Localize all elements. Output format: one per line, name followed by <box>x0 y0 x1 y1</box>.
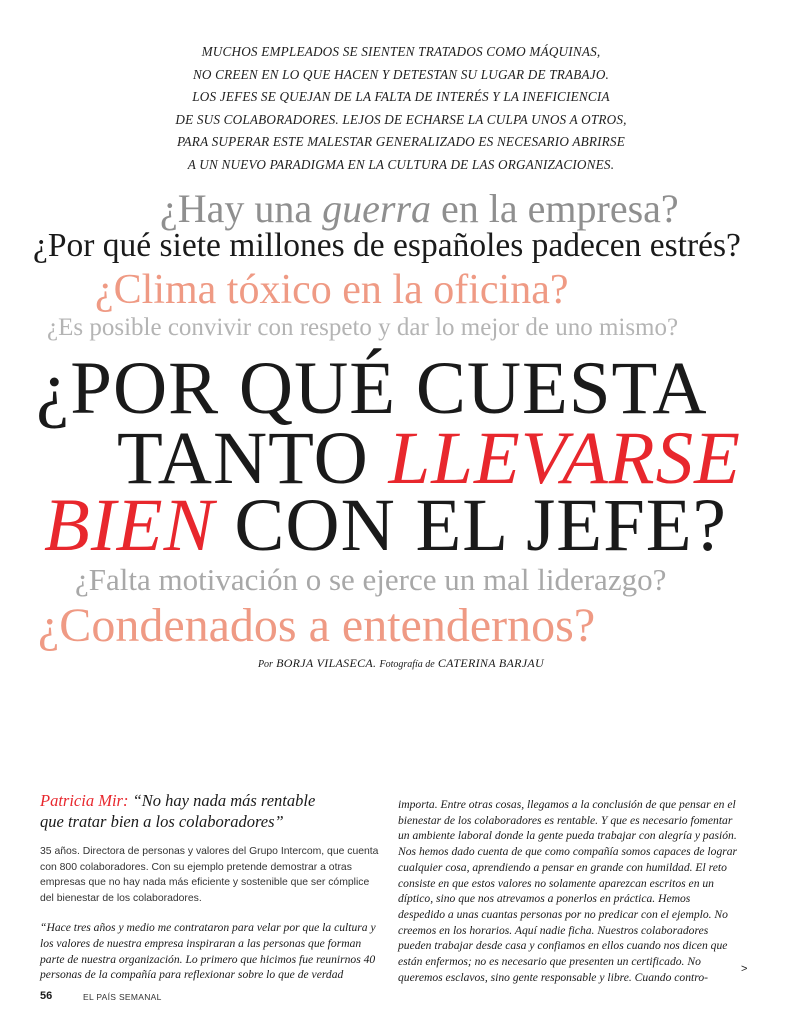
intro-line: DE SUS COLABORADORES. LEJOS DE ECHARSE LA CULPA UNOS A OTROS, <box>175 111 627 127</box>
headline-text: CON EL JEFE? <box>214 484 727 567</box>
intro-text <box>0 41 802 177</box>
sidebar-name: Patricia Mir: <box>40 791 129 810</box>
headline-highlight: LLEVARSE <box>388 417 741 500</box>
byline-author: BORJA VILASECA. <box>276 656 377 670</box>
sidebar-quote: que tratar bien a los colaboradores” <box>40 812 284 831</box>
intro-line: NO CREEN EN LO QUE HACEN Y DETESTAN SU LUGAR DE TRABAJO. <box>192 66 610 82</box>
question-emphasis: guerra <box>322 186 432 231</box>
intro-line: LOS JEFES SE QUEJAN DE LA FALTA DE INTERÉS Y LA INEFICIENCIA <box>192 89 610 105</box>
intro-line: PARA SUPERAR ESTE MALESTAR GENERALIZADO ES NECESARIO ABRIRSE <box>177 134 625 150</box>
magazine-name: EL PAÍS SEMANAL <box>83 992 162 1002</box>
question-estres: ¿Por qué siete millones de españoles padecen estrés? <box>33 227 741 264</box>
question-text: en la empresa? <box>431 186 679 231</box>
question-text: ¿Hay una <box>160 186 323 231</box>
sidebar-title <box>40 790 385 832</box>
sidebar-column <box>40 790 385 983</box>
sidebar-quote: “No hay nada más rentable <box>128 791 316 810</box>
question-clima-toxico: ¿Clima tóxico en la oficina? <box>95 267 569 313</box>
continue-arrow-icon: > <box>741 963 748 975</box>
interview-text: “Hace tres años y medio me contrataron para velar por que la cultura y los valores de nuestra empresa inspiraran a las personas que forman parte de nuestra organización. Lo primero que hicimos fue reunirnos 40 personas de la compañía para reflexionar sobre lo que de verdad <box>40 921 376 982</box>
question-condenados: ¿Condenados a entendernos? <box>38 599 596 652</box>
headline-line-3 <box>44 486 727 566</box>
sidebar-description: 35 años. Directora de personas y valores del Grupo Intercom, que cuenta con 800 colaboradores. Con su ejemplo pretende demostrar a otras empresas que no hay nada más eficiente y sostenible que ser cómplice del bienestar de los colaboradores. <box>40 846 379 904</box>
headline-line-1: ¿POR QUÉ CUESTA <box>36 347 708 430</box>
question-convivir: ¿Es posible convivir con respeto y dar lo mejor de uno mismo? <box>47 314 679 341</box>
byline <box>0 656 802 671</box>
headline-highlight: BIEN <box>44 484 215 567</box>
intro-line: MUCHOS EMPLEADOS SE SIENTEN TRATADOS COMO MÁQUINAS, <box>201 44 601 59</box>
headline-text: TANTO <box>117 417 389 500</box>
byline-foto: Fotografía de <box>379 659 435 670</box>
intro-line: A UN NUEVO PARADIGMA EN LA CULTURA DE LAS ORGANIZACIONES. <box>187 156 615 172</box>
byline-photographer: CATERINA BARJAU <box>437 656 545 670</box>
page-number: 56 <box>40 990 53 1002</box>
question-motivacion: ¿Falta motivación o se ejerce un mal liderazgo? <box>75 562 667 597</box>
interview-text-continued: importa. Entre otras cosas, llegamos a la conclusión de que pensar en el bienestar de los colaboradores es rentable. Y que es necesario fomentar un ambiente laboral donde la gente pueda trabajar con alegría y pasión. Nos hemos dado cuenta de que como compañía somos capaces de lograr cualquier cosa, aprendiendo a pensar en grande con humildad. El reto consiste en que estos valores no solamente aparezcan escritos en un díptico, sino que nos atrevamos a ponerlos en práctica. Hemos despedido a unas cuantas personas por no predicar con el ejemplo. No creemos en los horarios. Aquí nadie ficha. Nuestros colaboradores pueden trabajar desde casa y confiamos en ellos cuando nos dicen que están enfermos; no es necesario que presenten un certificado. No queremos esclavos, sino gente responsable y libre. Cuando contro- <box>398 798 738 984</box>
byline-por: Por <box>257 659 273 670</box>
